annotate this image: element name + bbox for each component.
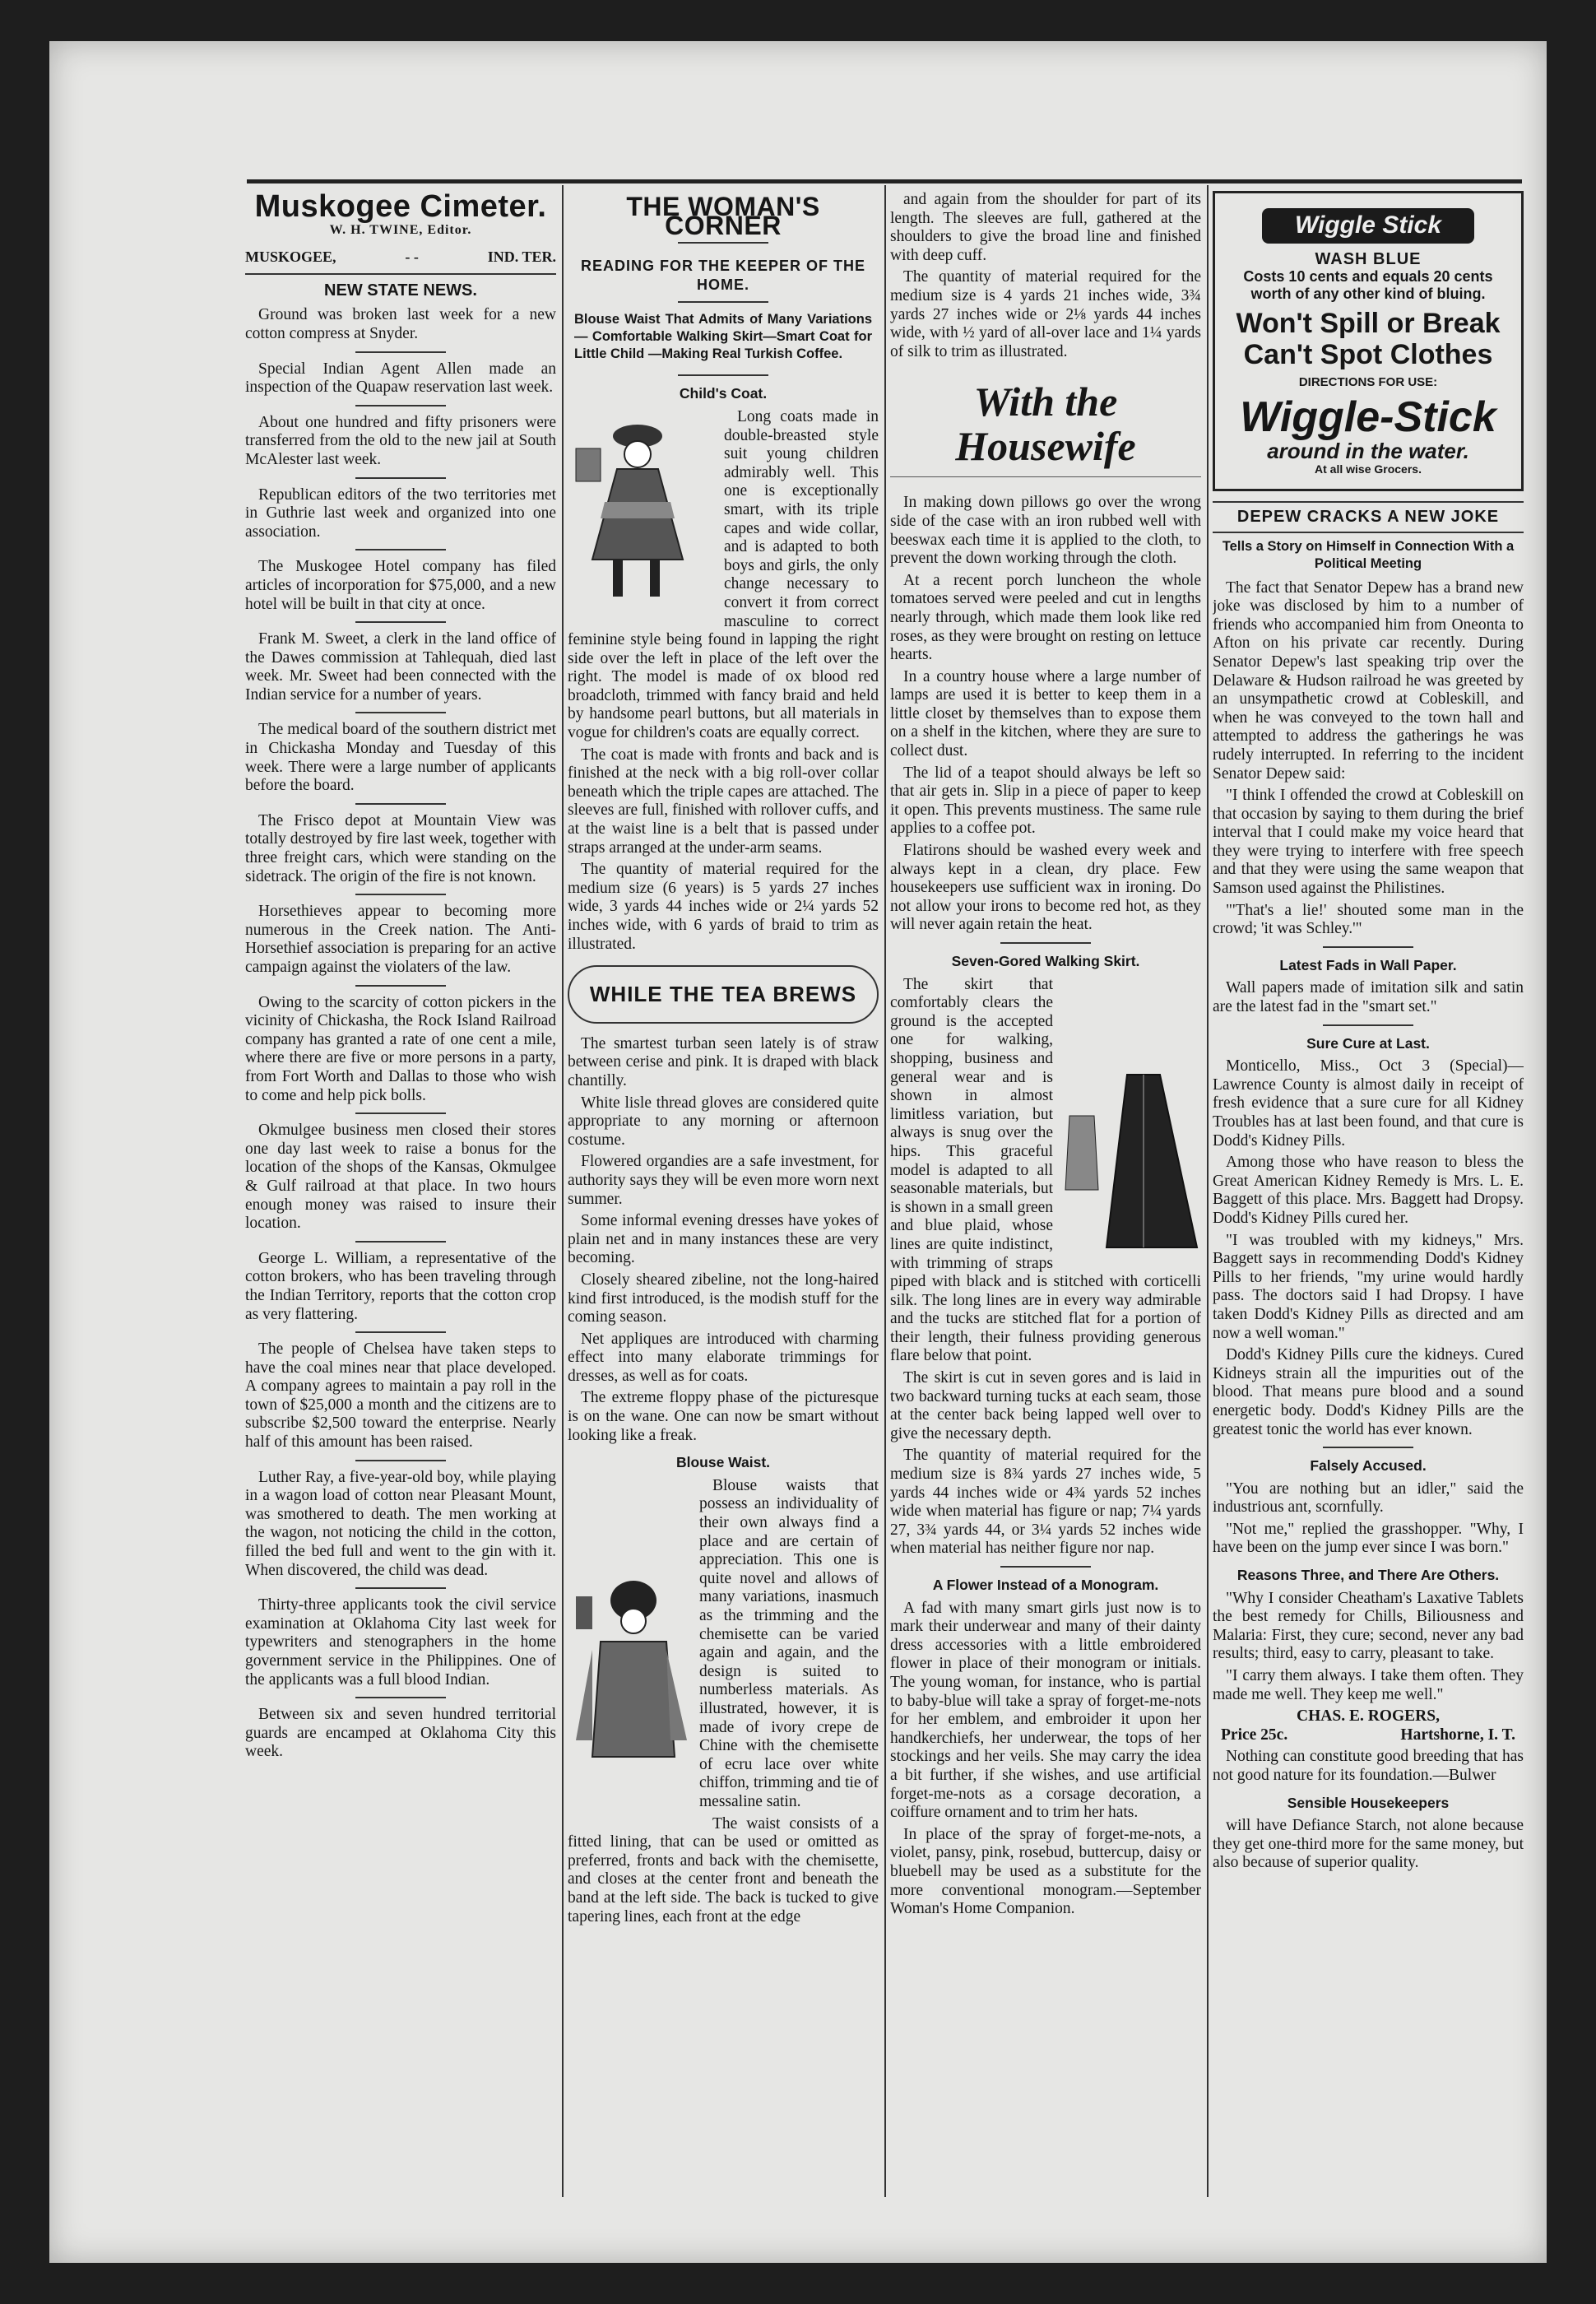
separator — [355, 803, 446, 805]
subhead-housekeepers: Sensible Housekeepers — [1287, 1794, 1450, 1811]
ad-around-water: around in the water. — [1267, 438, 1469, 463]
paragraph: At a recent porch luncheon the whole tomatoes served were peeled and cut in lengths nearly through, which made them look like red roses, as they were brought on resting on lettuce hearts. — [890, 571, 1201, 664]
subhead-childs-coat: Child's Coat. — [679, 385, 768, 402]
section-head: NEW STATE NEWS. — [324, 281, 477, 300]
subhead-falsely-accused: Falsely Accused. — [1310, 1457, 1427, 1475]
column-4 — [1213, 191, 1524, 2197]
ad-wash-blue: WASH BLUE — [1315, 249, 1422, 268]
ad-brand-large: Wiggle-Stick — [1240, 393, 1496, 441]
separator — [355, 351, 446, 353]
news-item: Frank M. Sweet, a clerk in the land office of the Dawes commission at Tahlequah, died last week. Mr. Sweet had been connected with the Indian service for a number of years. — [245, 630, 556, 704]
paragraph: The quantity of material required for the medium size is 4 yards 21 inches wide, 3¾ yards 27 inches wide or 2⅛ yards 44 inches wide, with ½ yard of all-over lace and 1¼ yards of silk to trim as illustrated. — [890, 268, 1201, 360]
article-deck: Blouse Waist That Admits of Many Variations — Comfortable Walking Skirt—Smart Coat for Little Child —Making Real Turkish Coffee. — [574, 312, 872, 362]
separator — [355, 1331, 446, 1333]
signature-price: Price 25c. — [1221, 1726, 1288, 1744]
signature-place: Hartshorne, I. T. — [1400, 1726, 1515, 1744]
news-item: Horsethieves appear to becoming more numerous in the Creek nation. The Anti-Horsethief association is preparing for an active campaign against the violaters of the law. — [245, 903, 556, 976]
separator — [355, 1113, 446, 1114]
wiggle-stick-ad — [1213, 191, 1524, 491]
place-dots: - - — [405, 249, 419, 266]
separator — [355, 894, 446, 895]
wall-paper-text: Wall papers made of imitation silk and satin are the latest fad in the "smart set." — [1213, 979, 1524, 1016]
column-1 — [245, 191, 556, 2197]
column-3 — [890, 191, 1201, 2197]
paragraph: A fad with many smart girls just now is to mark their underwear and many of their dainty dress accessories with a little embroidered flower in place of their monogram or initials. The young woman, for instance, who is partial to baby-blue will take a spray of forget-me-nots for her emblem, and embroider it upon her handkerchiefs, her underwear, the tops of her stockings and her veils. She may carry the idea a bit further, if she wishes, and use artificial forget-me-nots as a corsage decoration, a coiffure ornament and to trim her hats. — [890, 1599, 1201, 1822]
news-item: George L. William, a representative of the cotton brokers, who has been traveling through the Indian Territory, reports that the cotton crop as very flattering. — [245, 1249, 556, 1323]
child-coat-illustration — [568, 411, 716, 623]
separator — [678, 374, 768, 376]
separator — [1000, 942, 1091, 944]
column-rule — [884, 185, 886, 2197]
housekeepers-text: will have Defiance Starch, not alone because they get one-third more for the same money, but also because of superior quality. — [1213, 1817, 1524, 1872]
separator — [1323, 946, 1413, 948]
masthead: Muskogee Cimeter. — [254, 191, 547, 224]
paragraph: and again from the shoulder for part of its length. The sleeves are full, gathered at the shoulders to give the broad line and finished with deep cuff. — [890, 191, 1201, 264]
news-item: Ground was broken last week for a new cotton compress at Snyder. — [245, 306, 556, 342]
paragraph: The skirt that comfortably clears the ground is the accepted one for walking, shopping, business and general wear and is shown in almost limitless variation, but always is snug over the hips. This graceful model is adapted to all seasonable materials, but is shown in a small green and blue plaid, whose lines are quite indistinct, with trimming of straps piped with black and is stitched with corticelli silk. The long lines are in every way admirable and the tucks are stitched flat for a portion of their length, their fulness providing generous flare below that point. — [890, 975, 1201, 1365]
paragraph: Closely sheared zibeline, not the long-haired kind first introduced, is the modish stuff for the coming season. — [568, 1270, 879, 1326]
news-item: Owing to the scarcity of cotton pickers in the vicinity of Chickasha, the Rock Island Railroad company has granted a rate of one cent a mile, where there are five or more persons in a party, from Fort Worth and Dallas to those who wish to come and help pick bolls. — [245, 993, 556, 1104]
place-right: IND. TER. — [487, 249, 556, 266]
separator — [1323, 1024, 1413, 1026]
reasons-three-text — [1213, 1590, 1524, 1705]
paragraph: "I carry them always. I take them often. They made me well. They keep me well." — [1213, 1667, 1524, 1703]
depew-deck: Tells a Story on Himself in Connection With a Political Meeting — [1222, 538, 1515, 571]
separator — [355, 405, 446, 406]
paragraph: Among those who have reason to bless the Great American Kidney Remedy is Mrs. L. E. Baggett of this place. Mrs. Baggett had Dropsy. Dodd's Kidney Pills cured her. — [1213, 1154, 1524, 1227]
paragraph: In place of the spray of forget-me-nots, a violet, pansy, pink, rosebud, buttercup, daisy or bluebell may be used as a substitute for the more conventional monogram.—September Woman's Home Companion. — [890, 1825, 1201, 1918]
paragraph: The waist consists of a fitted lining, that can be used or omitted as preferred, fronts and back with the chemisette, and closes at the center front and beneath the band at the left side. The back is tucked to give tapering lines, each front at the edge — [568, 1814, 879, 1925]
news-items — [245, 306, 556, 1762]
news-item: The Frisco depot at Mountain View was totally destroyed by fire last week, together with three freight cars, which were standing on the sidetrack. The origin of the fire is not known. — [245, 811, 556, 885]
subhead-flower-monogram: A Flower Instead of a Monogram. — [932, 1577, 1159, 1593]
separator — [1323, 1447, 1413, 1448]
blouse-waist-illustration — [568, 1576, 691, 1812]
subhead-sure-cure: Sure Cure at Last. — [1306, 1034, 1430, 1052]
paragraph: The quantity of material required for the medium size (6 years) is 5 yards 27 inches wide, 3 yards 44 inches wide or 2¼ yards 52 inches wide, with 6 yards of braid to trim as illustrated. — [568, 861, 879, 953]
paragraph: Long coats made in double-breasted style suit young children admirably well. This one is exceptionally smart, with its triple capes and wide collar, and is adapted to both boys and girls, the only change necessary to convert it from correct masculine to correct feminine style being found in lapping the right side over the left in place of the left over the right. The model is made of ox blood red broadcloth, trimmed with fancy braid and held by handsome pearl buttons, but all materials in vogue for children's coats are equally correct. — [568, 407, 879, 742]
column-subtitle: READING FOR THE KEEPER OF THE HOME. — [580, 258, 866, 293]
subhead-walking-skirt: Seven-Gored Walking Skirt. — [951, 953, 1140, 969]
separator — [355, 549, 446, 550]
paragraph: The smartest turban seen lately is of straw between cerise and pink. It is draped with black chantilly. — [568, 1034, 879, 1089]
news-item: About one hundred and fifty prisoners were transferred from the old to the new jail at South McAlester last week. — [245, 413, 556, 468]
separator — [678, 242, 768, 244]
paragraph: White lisle thread gloves are considered quite appropriate to any morning or afternoon costume. — [568, 1094, 879, 1149]
paragraph: "You are nothing but an idler," said the industrious ant, scornfully. — [1213, 1479, 1524, 1517]
separator — [355, 477, 446, 479]
separator — [355, 1241, 446, 1243]
paragraph: The coat is made with fronts and back and is finished at the neck with a big roll-over collar beneath which the triple capes are attached. The sleeves are full, finished with rollover cuffs, and at the waist line is a belt that is passed under straps arranged at the under-arm seams. — [568, 746, 879, 857]
separator — [678, 301, 768, 303]
paragraph: Net appliques are introduced with charming effect into many elaborate trimmings for dresses, as well as for coats. — [568, 1330, 879, 1385]
signature-line — [1221, 1726, 1515, 1745]
paragraph: In a country house where a large number of lamps are used it is better to keep them in a little closet by themselves than to expose them on a shelf in the kitchen, where they are sure to collect dust. — [890, 667, 1201, 760]
paragraph: "I think I offended the crowd at Cobleskill on that occasion by saying to them during the brief interval that I could make my voice heard that they were trying to interfere with free speech and that they were using the same weapon that Samson used against the Philistines. — [1213, 787, 1524, 898]
paragraph: In making down pillows go over the wrong side of the case with an iron rubbed well with beeswax each time it is applied to the cloth, to prevent the down working through the cloth. — [890, 494, 1201, 568]
wiggle-stick-logo: Wiggle Stick — [1262, 208, 1474, 244]
paragraph: "'That's a lie!' shouted some man in the crowd; 'it was Schley.'" — [1213, 901, 1524, 938]
paragraph: The fact that Senator Depew has a brand new joke was disclosed by him to a number of friends who accompanied him from Oneonta to Afton on his private car recently. During Senator Depew's last speaking trip over the Delaware & Hudson railroad he was greeted by an unsympathetic crowd at Cobleskill, and when he was conveyed to the town hall and attempted to address the gatherings he was rudely interrupted. In referring to the incident Senator Depew said: — [1213, 578, 1524, 783]
separator — [355, 712, 446, 713]
paragraph: "Why I consider Cheatham's Laxative Tablets the best remedy for Chills, Biliousness and Malaria: First, they cure; second, never any bad results; third, easy to carry, pleasant to take. — [1213, 1589, 1524, 1663]
paragraph: "Not me," replied the grasshopper. "Why, I have been on the jump ever since I was born." — [1213, 1520, 1524, 1557]
place-line — [245, 248, 556, 275]
paragraph: Flatirons should be washed every week and always kept in a clean, dry place. Few housekeepers use sufficient wax in ironing. Do not allow your irons to become red hot, as they will never again retain the heat. — [890, 842, 1201, 934]
editor-line: W. H. TWINE, Editor. — [329, 222, 472, 237]
paragraph: Flowered organdies are a safe investment, for authority says they will be even more worn next summer. — [568, 1153, 879, 1208]
depew-headline: DEPEW CRACKS A NEW JOKE — [1213, 501, 1524, 533]
column-title: THE WOMAN'S CORNER — [626, 192, 820, 240]
depew-text — [1213, 579, 1524, 939]
separator — [355, 985, 446, 987]
place-left: MUSKOGEE, — [245, 249, 336, 266]
news-item: Okmulgee business men closed their stores one day last week to raise a bonus for the location of the shops of the Kansas, Okmulgee & Gulf railroad at that place. In two hours enough money was raised to insure their location. — [245, 1122, 556, 1233]
flower-monogram-text — [890, 1600, 1201, 1919]
falsely-accused-text — [1213, 1480, 1524, 1558]
paragraph: The skirt is cut in seven gores and is laid in two backward turning tucks at each seam, those at the center back being lapped well over to give the necessary depth. — [890, 1369, 1201, 1442]
column-rule — [562, 185, 564, 2197]
walking-skirt-text — [890, 976, 1201, 1558]
news-item: Republican editors of the two territories met in Guthrie last week and organized into one association. — [245, 485, 556, 541]
separator — [355, 621, 446, 623]
news-item: Thirty-three applicants took the civil service examination at Oklahoma City last week for typewriters and stenographers in the home government service in the Philippines. One of the applicants was a full blood Indian. — [245, 1596, 556, 1689]
paragraph: The lid of a teapot should always be left so that air gets in. Slip in a piece of paper to keep it open. This prevents mustiness. The same rule applies to a coffee pot. — [890, 764, 1201, 838]
paragraph: Some informal evening dresses have yokes of plain net and in many instances these are very becoming. — [568, 1212, 879, 1267]
separator — [355, 1697, 446, 1698]
separator — [355, 1587, 446, 1589]
housewife-banner: With the Housewife — [890, 371, 1201, 477]
signature-name: CHAS. E. ROGERS, — [1297, 1707, 1440, 1726]
column-rule — [1207, 185, 1209, 2197]
news-item: The medical board of the southern district met in Chickasha Monday and Tuesday of this week. There were a large number of applicants before the board. — [245, 721, 556, 795]
paragraph: Dodd's Kidney Pills cure the kidneys. Cured Kidneys strain all the impurities out of the blood. That means pure blood and a sound energetic body. Dodd's Kidney Pills are the greatest tonic the world has ever known. — [1213, 1346, 1524, 1438]
paragraph: Blouse waists that possess an individuality of their own always find a place and are certain of appreciation. This one is quite novel and allows of many variations, inasmuch as the trimming and the chemisette can be varied again and again, and the design is suited to numberless materials. As illustrated, however, it is made of ivory crepe de Chine with the chemisette of ecru lace over white chiffon, trimming and tie of messaline satin. — [699, 1476, 879, 1810]
paragraph: The quantity of material required for the medium size is 8¾ yards 27 inches wide, 5 yards 44 inches wide or 4¾ yards 52 inches wide when material has figure or nap; 7¼ yards 27, 3¾ yards 44, or 3¼ yards 52 inches wide when material has neither figure nor nap. — [890, 1447, 1201, 1558]
news-item: Special Indian Agent Allen made an inspection of the Quapaw reservation last week. — [245, 360, 556, 397]
blouse-waist-continued — [890, 191, 1201, 361]
paragraph: "I was troubled with my kidneys," Mrs. Baggett says in recommending Dodd's Kidney Pills to her friends, "my urine would hardly pass. The doctors said I had Dropsy. I have taken Dodd's Kidney Pills as directed and am now a well woman." — [1213, 1231, 1524, 1342]
paragraph: The extreme floppy phase of the picturesque is on the wane. One can now be smart without looking like a freak. — [568, 1389, 879, 1444]
good-breeding-text: Nothing can constitute good breeding that has not good nature for its foundation.—Bulwer — [1213, 1748, 1524, 1784]
paragraph: Monticello, Miss., Oct 3 (Special)—Lawrence County is almost daily in receipt of fresh evidence that a sure cure for all Kidney Troubles has at last been found, and that cure is Dodd's Kidney Pills. — [1213, 1057, 1524, 1150]
news-item: The people of Chelsea have taken steps to have the coal mines near that place developed. A company agrees to maintain a pay roll in the town of $25,000 a month and the citizens are to subscribe $2,500 toward the enterprise. Nearly half of this amount has been raised. — [245, 1340, 556, 1452]
ad-directions: DIRECTIONS FOR USE: — [1298, 375, 1438, 390]
housewife-text — [890, 494, 1201, 935]
tea-brews-text — [568, 1035, 879, 1445]
news-item: The Muskogee Hotel company has filed articles of incorporation for $75,000, and a new hotel will be built in that city at once. — [245, 558, 556, 613]
tea-brews-banner: WHILE THE TEA BREWS — [568, 965, 879, 1024]
news-item: Luther Ray, a five-year-old boy, while playing in a wagon load of cotton near Pleasant Mount, was smothered to death. The men working at the wagon, not noticing the child in the cotton, filled the bed full and went to the gin with it. When discovered, the child was dead. — [245, 1468, 556, 1579]
subhead-blouse-waist: Blouse Waist. — [675, 1454, 771, 1471]
news-item: Between six and seven hundred territorial guards are encamped at Oklahoma City this week. — [245, 1706, 556, 1761]
column-2 — [568, 191, 879, 2197]
separator — [1000, 1566, 1091, 1568]
subhead-reasons-three: Reasons Three, and There Are Others. — [1236, 1567, 1500, 1584]
sure-cure-text — [1213, 1057, 1524, 1439]
ad-grocers: At all wise Grocers. — [1315, 462, 1422, 476]
top-rule — [247, 179, 1522, 183]
subhead-wall-paper: Latest Fads in Wall Paper. — [1279, 956, 1457, 973]
separator — [355, 1460, 446, 1461]
ad-costs: Costs 10 cents and equals 20 cents worth of any other kind of bluing. — [1243, 268, 1493, 303]
walking-skirt-illustration — [1061, 1066, 1201, 1261]
ad-wont-spill: Won't Spill or Break Can't Spot Clothes — [1236, 308, 1501, 371]
